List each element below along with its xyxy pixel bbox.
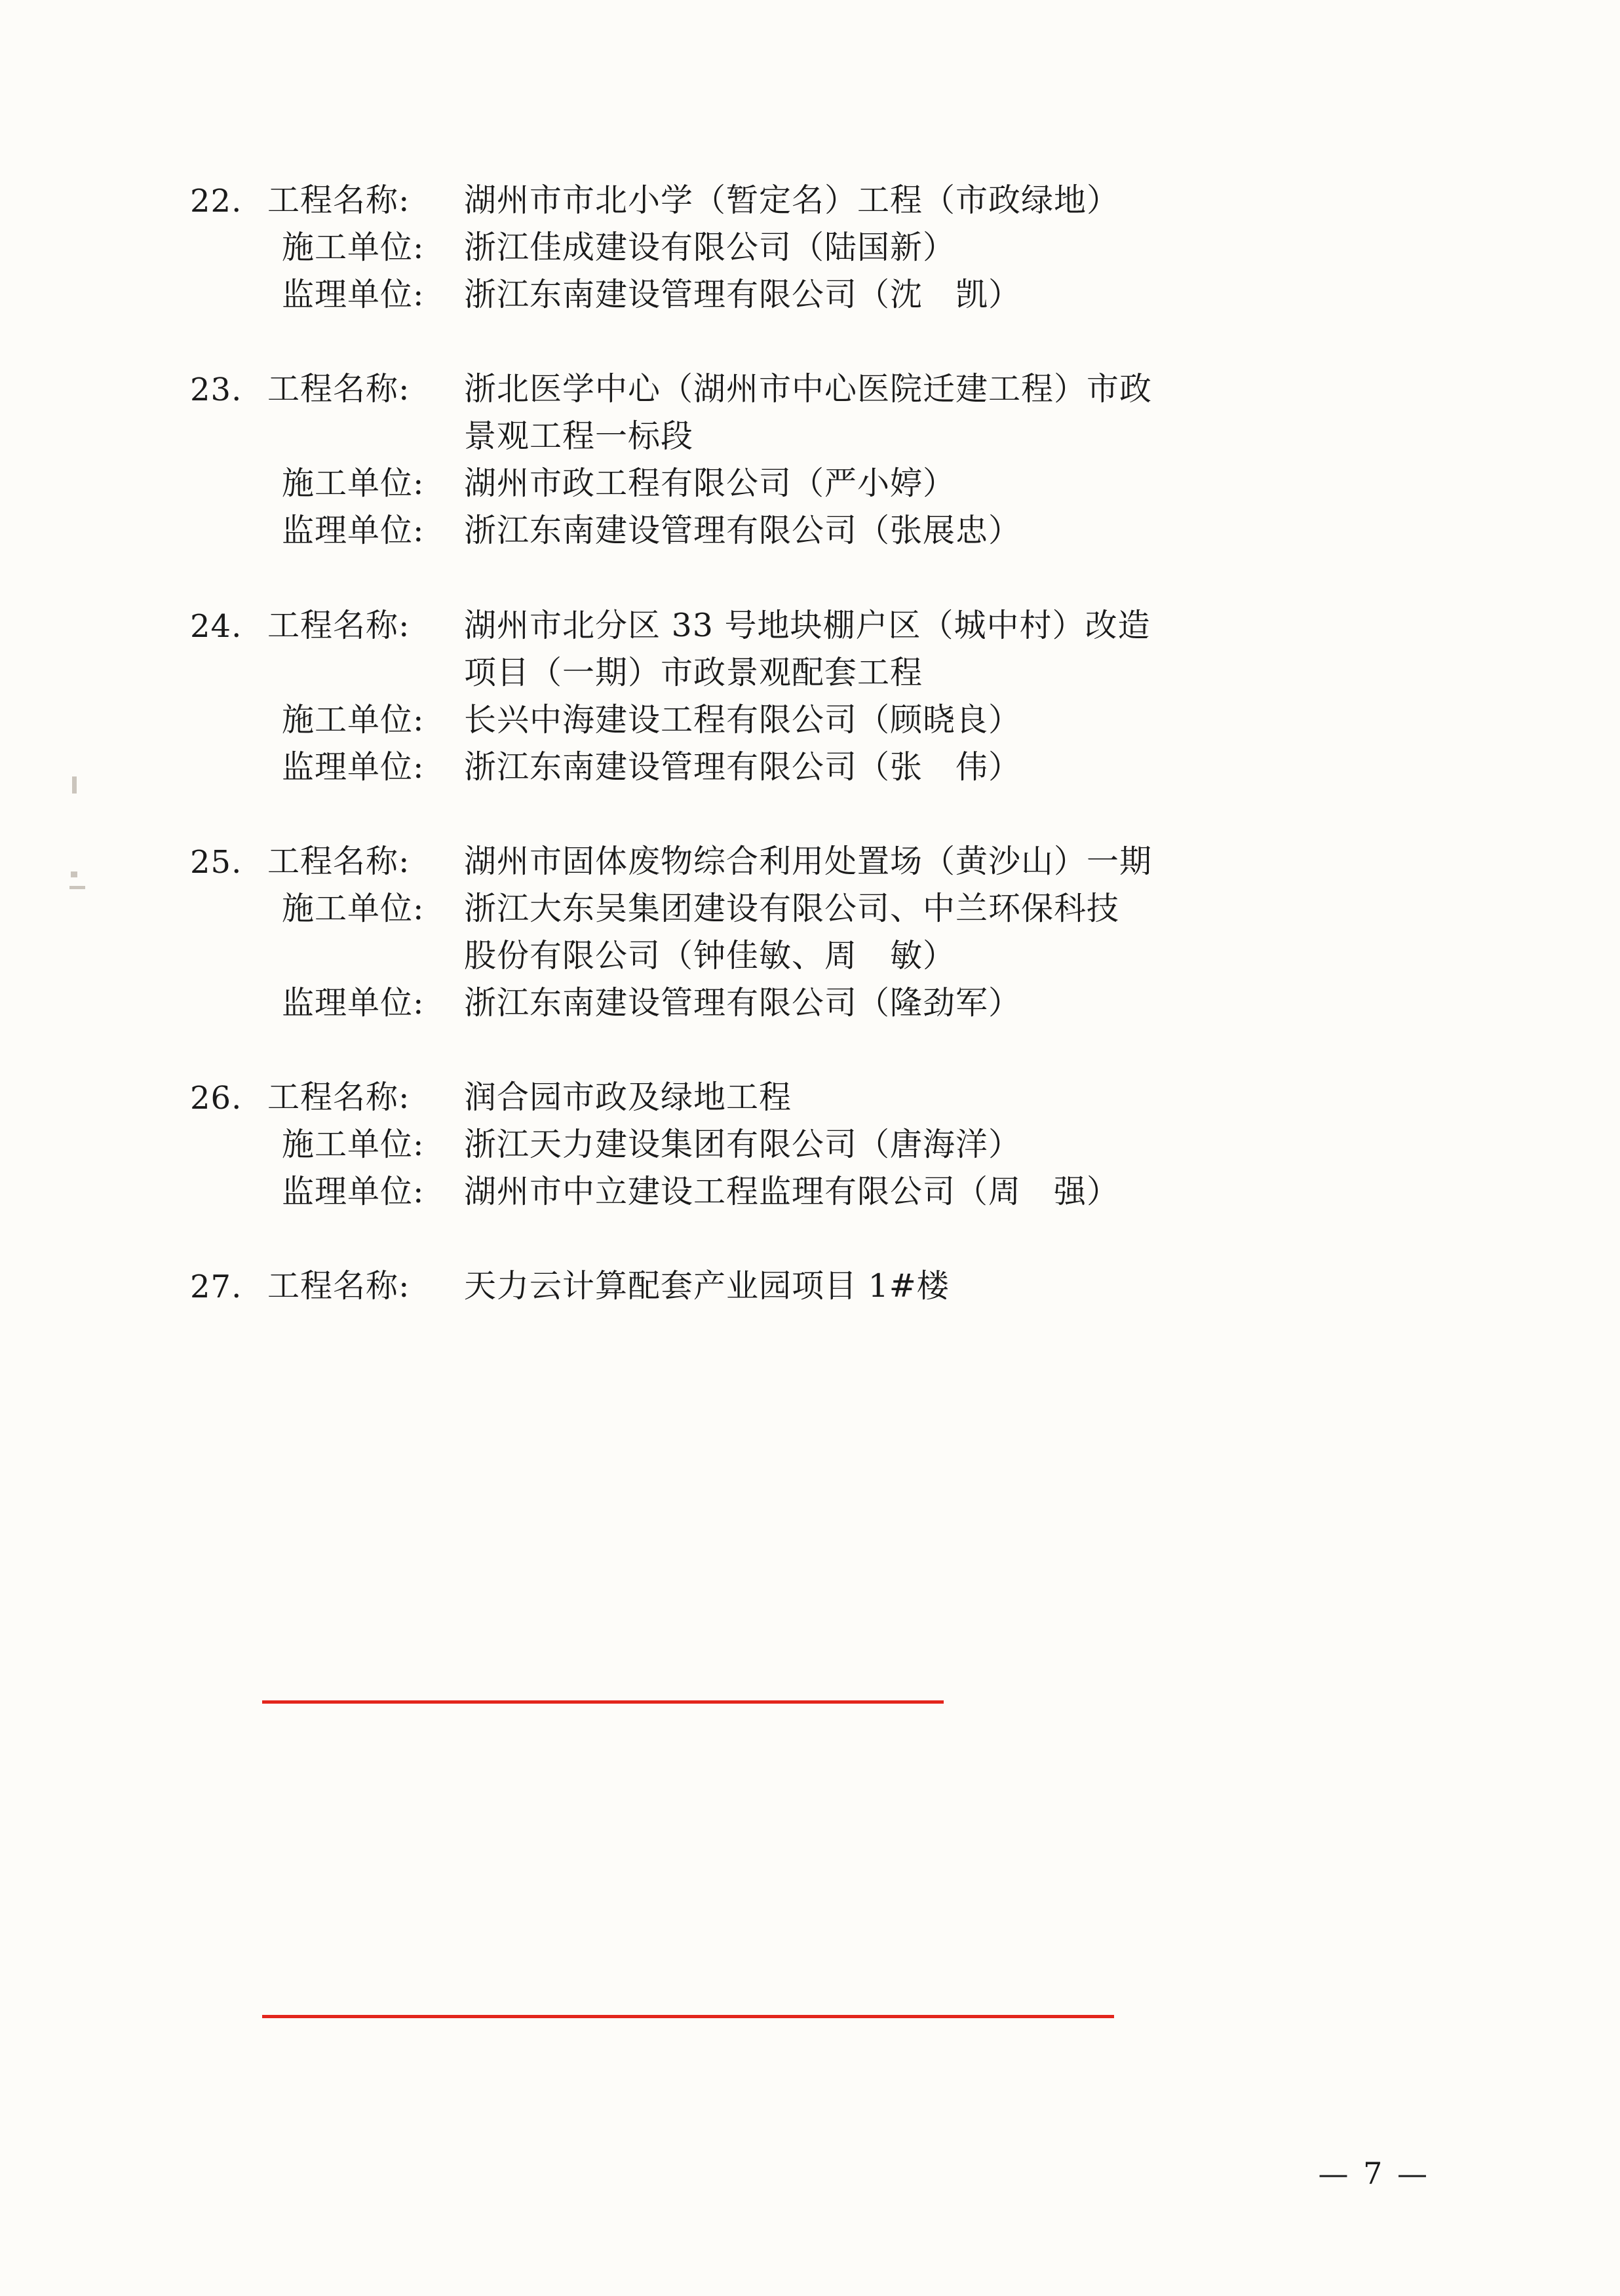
entry-construction-unit-line bbox=[190, 697, 1435, 744]
entry-project-name: 天力云计算配套产业园项目 1#楼 bbox=[464, 1267, 950, 1305]
list-item bbox=[190, 366, 1435, 554]
scan-artifact bbox=[72, 776, 77, 794]
entry-number: 24. bbox=[190, 607, 242, 645]
entry-construction-unit: 浙江天力建设集团有限公司（唐海洋） bbox=[464, 1126, 1022, 1164]
entry-project-name-continuation-line bbox=[190, 649, 1435, 697]
entry-construction-unit-line bbox=[190, 1121, 1435, 1168]
entry-project-name-line bbox=[190, 838, 1435, 885]
red-underline-annotation-27 bbox=[262, 2015, 1114, 2018]
list-item bbox=[190, 1263, 1435, 1310]
entry-project-name-line bbox=[190, 602, 1435, 649]
entry-construction-unit-continuation: 股份有限公司（钟佳敏、周 敏） bbox=[464, 937, 956, 975]
list-item bbox=[190, 1074, 1435, 1215]
label-construction-unit: 施工单位: bbox=[282, 889, 425, 927]
entry-construction-unit: 浙江佳成建设有限公司（陆国新） bbox=[464, 229, 956, 267]
entry-supervision-unit: 湖州市中立建设工程监理有限公司（周 强） bbox=[464, 1173, 1120, 1211]
entry-construction-unit-line bbox=[190, 460, 1435, 507]
entry-supervision-unit: 浙江东南建设管理有限公司（隆劲军） bbox=[464, 984, 1022, 1022]
entry-number: 26. bbox=[190, 1080, 242, 1117]
entry-supervision-unit: 浙江东南建设管理有限公司（沈 凯） bbox=[464, 276, 1022, 314]
red-underline-annotation-26 bbox=[262, 1700, 944, 1704]
entry-supervision-unit-line bbox=[190, 1168, 1435, 1215]
entry-project-name-continuation-line bbox=[190, 413, 1435, 460]
entry-construction-unit: 浙江大东吴集团建设有限公司、中兰环保科技 bbox=[464, 889, 1120, 927]
entry-supervision-unit-line bbox=[190, 980, 1435, 1027]
entry-project-name: 湖州市北分区 33 号地块棚户区（城中村）改造 bbox=[464, 606, 1151, 644]
entry-supervision-unit-line bbox=[190, 744, 1435, 791]
label-project-name: 工程名称: bbox=[267, 1267, 410, 1305]
entry-project-name-line bbox=[190, 1263, 1435, 1310]
entry-number: 22. bbox=[190, 183, 242, 220]
entry-supervision-unit-line bbox=[190, 271, 1435, 318]
entry-construction-unit: 长兴中海建设工程有限公司（顾晓良） bbox=[464, 700, 1022, 738]
label-project-name: 工程名称: bbox=[267, 606, 410, 644]
label-supervision-unit: 监理单位: bbox=[282, 276, 425, 314]
entry-project-name-line bbox=[190, 366, 1435, 413]
label-project-name: 工程名称: bbox=[267, 1079, 410, 1117]
entry-project-name: 浙北医学中心（湖州市中心医院迁建工程）市政 bbox=[464, 370, 1153, 408]
label-construction-unit: 施工单位: bbox=[282, 229, 425, 267]
label-project-name: 工程名称: bbox=[267, 370, 410, 408]
label-supervision-unit: 监理单位: bbox=[282, 984, 425, 1022]
entry-project-name: 润合园市政及绿地工程 bbox=[464, 1079, 792, 1117]
label-supervision-unit: 监理单位: bbox=[282, 748, 425, 786]
label-supervision-unit: 监理单位: bbox=[282, 1173, 425, 1211]
label-construction-unit: 施工单位: bbox=[282, 700, 425, 738]
label-project-name: 工程名称: bbox=[267, 182, 410, 219]
page-number: — 7 — bbox=[1318, 2156, 1430, 2191]
entry-project-name-continuation: 景观工程一标段 bbox=[464, 417, 694, 455]
list-item bbox=[190, 177, 1435, 318]
entry-construction-unit-line bbox=[190, 224, 1435, 271]
entry-supervision-unit-line bbox=[190, 507, 1435, 554]
entry-supervision-unit: 浙江东南建设管理有限公司（张 伟） bbox=[464, 748, 1022, 786]
entry-number: 27. bbox=[190, 1269, 242, 1306]
entry-number: 25. bbox=[190, 843, 242, 881]
entry-construction-unit-line bbox=[190, 885, 1435, 932]
entry-list bbox=[190, 177, 1435, 1357]
entry-supervision-unit: 浙江东南建设管理有限公司（张展忠） bbox=[464, 512, 1022, 550]
label-construction-unit: 施工单位: bbox=[282, 1126, 425, 1164]
list-item bbox=[190, 838, 1435, 1027]
entry-number: 23. bbox=[190, 372, 242, 409]
label-supervision-unit: 监理单位: bbox=[282, 512, 425, 550]
entry-project-name-line bbox=[190, 1074, 1435, 1121]
entry-construction-unit-continuation-line bbox=[190, 932, 1435, 980]
scan-artifact bbox=[69, 886, 85, 889]
entry-project-name-continuation: 项目（一期）市政景观配套工程 bbox=[464, 653, 923, 691]
label-project-name: 工程名称: bbox=[267, 842, 410, 880]
list-item bbox=[190, 602, 1435, 791]
scan-artifact bbox=[71, 871, 77, 877]
entry-project-name-line bbox=[190, 177, 1435, 224]
entry-project-name: 湖州市市北小学（暂定名）工程（市政绿地） bbox=[464, 182, 1120, 219]
entry-project-name: 湖州市固体废物综合利用处置场（黄沙山）一期 bbox=[464, 842, 1153, 880]
label-construction-unit: 施工单位: bbox=[282, 465, 425, 503]
entry-construction-unit: 湖州市政工程有限公司（严小婷） bbox=[464, 465, 956, 503]
